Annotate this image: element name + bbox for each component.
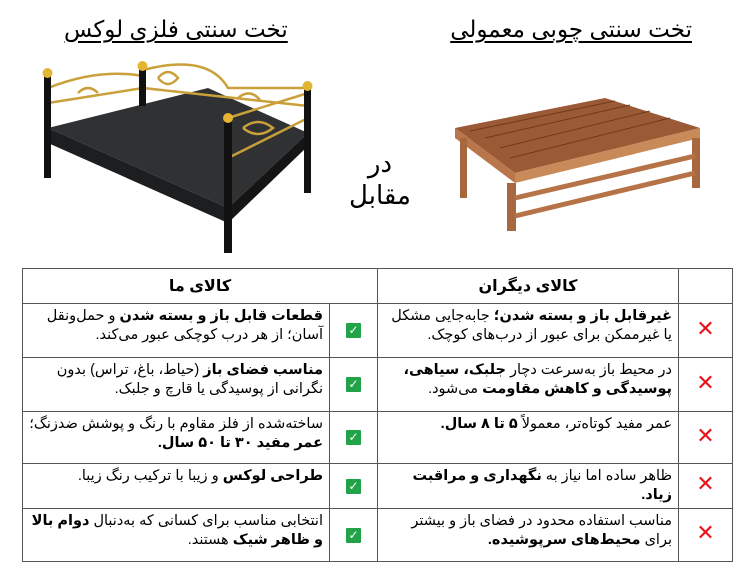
- text: می‌شود.: [428, 381, 483, 397]
- cross-icon: ✕: [696, 316, 715, 342]
- our-goods-cell: [23, 304, 330, 358]
- check-cell: [330, 509, 378, 562]
- other-goods-cell: [378, 464, 679, 509]
- checkbox-check-icon: ✓: [346, 528, 361, 543]
- check-cell: [330, 358, 378, 412]
- text: مناسب استفاده محدود در فضای باز و بیشتر برای: [411, 513, 672, 548]
- text: ظاهر ساده اما نیاز به: [541, 468, 672, 484]
- metal-bed-title: تخت سنتی فلزی لوکس: [64, 16, 288, 42]
- checkbox-check-icon: ✓: [346, 430, 361, 445]
- table-row: [23, 304, 733, 358]
- other-goods-cell: [378, 509, 679, 562]
- bold-text: قطعات قابل باز و بسته شدن: [119, 308, 323, 324]
- bold-text: طراحی لوکس: [222, 468, 323, 484]
- checkbox-check-icon: ✓: [346, 479, 361, 494]
- checkbox-check-icon: ✓: [346, 377, 361, 392]
- text: و زیبا با ترکیب رنگ زیبا.: [77, 468, 223, 484]
- cross-icon: ✕: [696, 423, 715, 449]
- bold-text: محیط‌های سرپوشیده.: [487, 532, 641, 548]
- table-row: [23, 464, 733, 509]
- other-goods-cell: [378, 412, 679, 464]
- comparison-table: [22, 268, 733, 562]
- x-cell: [679, 304, 733, 358]
- text: هستند.: [187, 532, 233, 548]
- cross-icon: ✕: [696, 370, 715, 396]
- x-cell: [679, 464, 733, 509]
- text: انتخابی مناسب برای کسانی که به‌دنبال: [89, 513, 323, 529]
- other-goods-cell: [378, 304, 679, 358]
- versus-label-2: مقابل: [349, 180, 411, 210]
- bold-text: دوام بالا و ظاهر شیک: [31, 513, 323, 548]
- bold-text: مناسب فضای باز: [203, 362, 323, 378]
- our-goods-cell: [23, 509, 330, 562]
- check-cell: [330, 464, 378, 509]
- text: جابه‌جایی مشکل یا غیرممکن برای عبور از درب‌های کوچک.: [391, 308, 672, 343]
- table-row: [23, 412, 733, 464]
- bold-text: غیرقابل باز و بسته شدن؛: [493, 308, 672, 324]
- versus-label: در: [367, 148, 393, 178]
- header-blank: [679, 269, 733, 304]
- text: ساخته‌شده از فلز مقاوم با رنگ و پوشش ضدزنگ؛: [29, 416, 323, 432]
- bold-text: جلبک، سیاهی، پوسیدگی و کاهش مقاومت: [403, 362, 672, 397]
- our-goods-cell: [23, 464, 330, 509]
- table-row: [23, 358, 733, 412]
- wooden-bed-image: [455, 98, 703, 233]
- metal-bed-image: [38, 58, 313, 258]
- check-cell: [330, 304, 378, 358]
- cross-icon: ✕: [696, 521, 715, 546]
- wooden-bed-title: تخت سنتی چوبی معمولی: [450, 16, 692, 42]
- text: (حیاط، باغ، تراس) بدون نگرانی از پوسیدگی یا قارچ و جلبک.: [56, 362, 323, 397]
- text: عمر مفید کوتاه‌تر، معمولاً: [517, 416, 672, 432]
- x-cell: [679, 509, 733, 562]
- x-cell: [679, 358, 733, 412]
- header-our-goods: کالای ما: [23, 269, 378, 304]
- checkbox-check-icon: ✓: [346, 323, 361, 338]
- bold-text: ۵ تا ۸ سال.: [440, 416, 518, 432]
- other-goods-cell: [378, 358, 679, 412]
- x-cell: [679, 412, 733, 464]
- bold-text: نگهداری و مراقبت زیاد.: [412, 468, 672, 503]
- text: در محیط باز به‌سرعت دچار: [505, 362, 672, 378]
- cross-icon: ✕: [696, 472, 715, 497]
- our-goods-cell: [23, 358, 330, 412]
- check-cell: [330, 412, 378, 464]
- bold-text: عمر مفید ۳۰ تا ۵۰ سال.: [157, 435, 323, 451]
- table-header-row: [23, 269, 733, 304]
- our-goods-cell: [23, 412, 330, 464]
- header-other-goods: کالای دیگران: [378, 269, 679, 304]
- text: و حمل‌ونقل آسان؛ از هر درب کوچکی عبور می‌کند.: [46, 308, 323, 343]
- table-row: [23, 509, 733, 562]
